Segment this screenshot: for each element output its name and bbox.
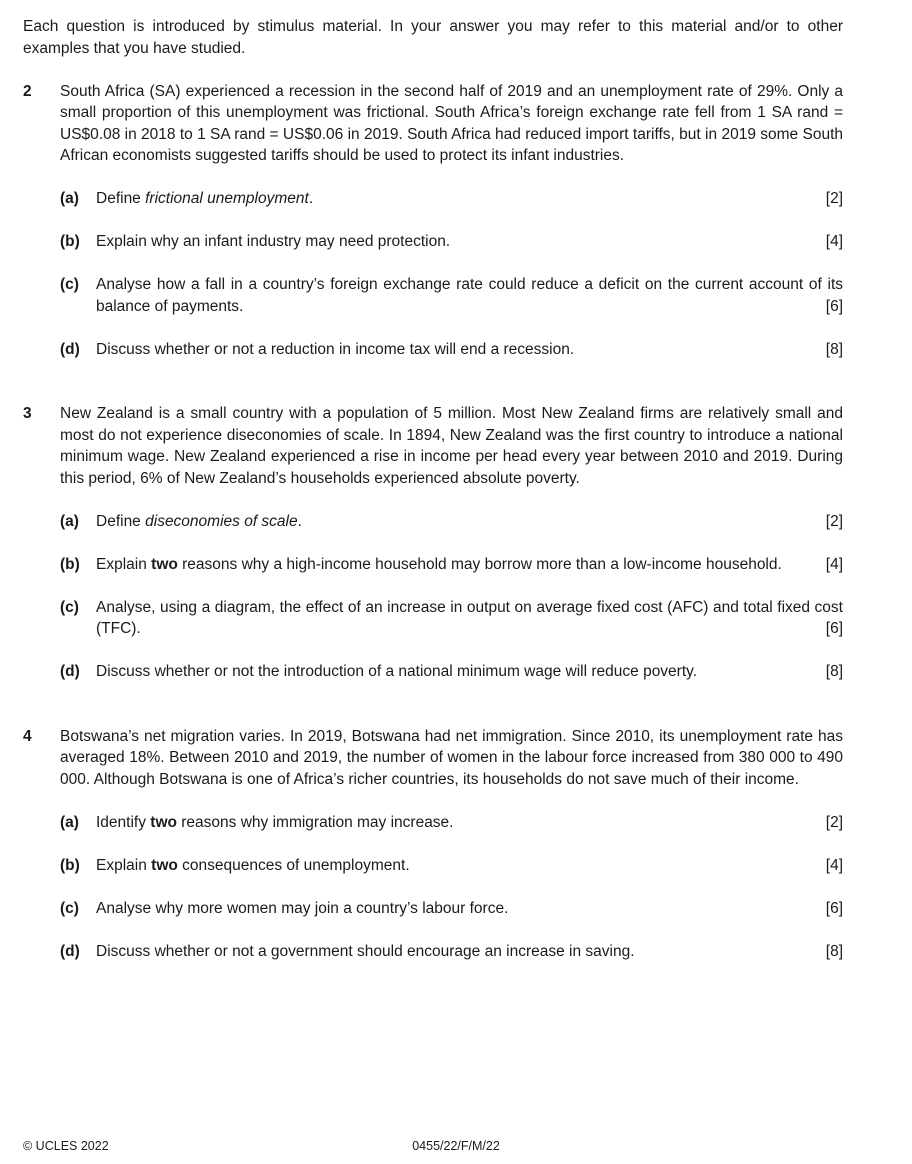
question-number: 4 bbox=[23, 727, 32, 745]
part-label: (d) bbox=[60, 942, 80, 960]
text-segment: Explain bbox=[96, 555, 152, 573]
part-text bbox=[96, 661, 843, 683]
text-segment: Identify bbox=[96, 813, 151, 831]
part-label: (c) bbox=[60, 598, 79, 616]
text-segment: Explain why an infant industry may need protection. bbox=[96, 233, 451, 250]
part-text bbox=[96, 597, 843, 640]
part-marks: [4] bbox=[825, 856, 843, 874]
part-marks: [2] bbox=[825, 813, 843, 831]
text-segment: reasons why immigration may increase. bbox=[176, 813, 454, 831]
part-label: (c) bbox=[60, 899, 79, 917]
text-segment: . bbox=[297, 512, 302, 530]
part-marks: [8] bbox=[825, 663, 843, 680]
part-text bbox=[96, 231, 843, 253]
questions-section bbox=[23, 81, 843, 963]
part-label: (a) bbox=[60, 190, 79, 207]
text-segment: two bbox=[150, 813, 177, 831]
part-text bbox=[96, 855, 843, 877]
question-parts bbox=[60, 511, 843, 683]
part-marks: [2] bbox=[825, 190, 843, 207]
text-segment: Define bbox=[96, 512, 146, 530]
question-stimulus: South Africa (SA) experienced a recession in the second half of 2019 and an unemployment rate of 29%. Only a small proportion of this unemployment was frictional. South Africa’s foreign exchange rate fell from 1 SA rand = US$0.08 in 2018 to 1 SA rand = US$0.06 in 2019. South Africa had reduced import tariffs, but in 2019 some South African economists suggested tariffs should be used to protect its infant industries. bbox=[60, 82, 843, 164]
part-text bbox=[96, 812, 843, 834]
question-part bbox=[60, 231, 843, 253]
text-segment: diseconomies of scale bbox=[145, 512, 298, 530]
part-text bbox=[96, 188, 843, 210]
text-segment: consequences of unemployment. bbox=[177, 856, 410, 874]
question-part bbox=[60, 597, 843, 640]
question-part bbox=[60, 274, 843, 317]
question-part bbox=[60, 339, 843, 361]
question-number: 2 bbox=[23, 82, 32, 100]
text-segment: Discuss whether or not a government should encourage an increase in saving. bbox=[96, 942, 635, 960]
part-marks: [2] bbox=[825, 512, 843, 530]
text-segment: reasons why a high-income household may borrow more than a low-income household. bbox=[177, 555, 782, 573]
question-part bbox=[60, 188, 843, 210]
part-label: (a) bbox=[60, 512, 79, 530]
question-part bbox=[60, 941, 843, 963]
part-label: (d) bbox=[60, 663, 80, 680]
part-text bbox=[96, 339, 843, 361]
text-segment: Analyse how a fall in a country’s foreign exchange rate could reduce a deficit on the current account of its balance of payments. bbox=[96, 276, 843, 315]
question-stimulus: New Zealand is a small country with a population of 5 million. Most New Zealand firms are relatively small and most do not experience diseconomies of scale. In 1894, New Zealand was the first country to introduce a national minimum wage. New Zealand experienced a rise in income per head every year between 2010 and 2019. During this period, 6% of New Zealand’s households experienced absolute poverty. bbox=[60, 405, 843, 487]
text-segment: Explain bbox=[96, 856, 152, 874]
part-marks: [4] bbox=[825, 555, 843, 573]
paper-code: 0455/22/F/M/22 bbox=[412, 1139, 500, 1153]
question-part bbox=[60, 898, 843, 920]
part-label: (b) bbox=[60, 856, 80, 874]
part-marks: [6] bbox=[825, 620, 843, 637]
text-segment: Define bbox=[96, 190, 146, 207]
part-text bbox=[96, 941, 843, 963]
text-segment: Analyse why more women may join a country’s labour force. bbox=[96, 899, 509, 917]
part-marks: [6] bbox=[825, 297, 843, 315]
question-body bbox=[60, 81, 843, 361]
part-label: (b) bbox=[60, 233, 80, 250]
part-text bbox=[96, 898, 843, 920]
question-body bbox=[60, 403, 843, 683]
part-marks: [8] bbox=[825, 340, 843, 358]
question-part bbox=[60, 511, 843, 533]
question-part bbox=[60, 661, 843, 683]
part-text bbox=[96, 274, 843, 317]
question bbox=[23, 81, 843, 361]
copyright-text: © UCLES 2022 bbox=[23, 1139, 109, 1153]
question-number: 3 bbox=[23, 405, 32, 422]
question-part bbox=[60, 812, 843, 834]
question-body bbox=[60, 726, 843, 963]
part-label: (b) bbox=[60, 555, 80, 573]
text-segment: Discuss whether or not a reduction in income tax will end a recession. bbox=[96, 340, 575, 358]
intro-text: Each question is introduced by stimulus material. In your answer you may refer to this material and/or to other examples that you have studied. bbox=[23, 18, 843, 57]
part-text bbox=[96, 554, 843, 576]
question-parts bbox=[60, 812, 843, 963]
part-label: (c) bbox=[60, 276, 79, 293]
text-segment: Discuss whether or not the introduction of a national minimum wage will reduce poverty. bbox=[96, 663, 698, 680]
part-text bbox=[96, 511, 843, 533]
part-marks: [6] bbox=[825, 899, 843, 917]
question-part bbox=[60, 855, 843, 877]
text-segment: . bbox=[308, 190, 314, 207]
text-segment: frictional unemployment bbox=[145, 190, 309, 207]
question-stimulus: Botswana’s net migration varies. In 2019, Botswana had net immigration. Since 2010, its unemployment rate has averaged 18%. Between 2010 and 2019, the number of women in the labour force increased from 380 000 to 490 000. Although Botswana is one of Africa’s richer countries, its households do not save much of their income. bbox=[60, 727, 843, 788]
part-marks: [8] bbox=[825, 942, 843, 960]
question bbox=[23, 726, 843, 963]
text-segment: Analyse, using a diagram, the effect of an increase in output on average fixed cost (AFC) and total fixed cost (TFC). bbox=[96, 598, 843, 637]
page-footer bbox=[0, 1136, 912, 1157]
question-part bbox=[60, 554, 843, 576]
text-segment: two bbox=[151, 555, 178, 573]
part-label: (d) bbox=[60, 340, 80, 358]
question bbox=[23, 403, 843, 683]
question-parts bbox=[60, 188, 843, 360]
part-label: (a) bbox=[60, 813, 79, 831]
part-marks: [4] bbox=[825, 233, 843, 250]
text-segment: two bbox=[151, 856, 178, 874]
